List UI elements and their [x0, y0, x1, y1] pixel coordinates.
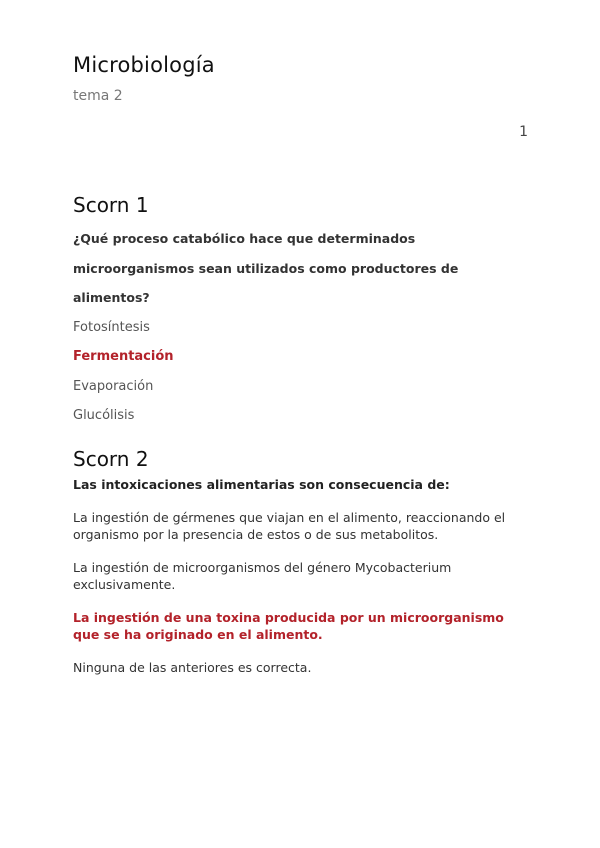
question-text: Las intoxicaciones alimentarias son consecuencia de: — [73, 477, 450, 492]
answer-option-correct: Fermentación — [73, 349, 174, 364]
question-section-1 — [73, 193, 533, 431]
answer-option: Ninguna de las anteriores es correcta. — [73, 660, 312, 675]
answer-option: La ingestión de microorganismos del género Mycobacterium exclusivamente. — [73, 560, 452, 592]
question-section-2 — [73, 447, 533, 676]
answer-options — [73, 313, 533, 431]
answer-option: La ingestión de gérmenes que viajan en el alimento, reaccionando el organismo por la presencia de estos o de sus metabolitos. — [73, 510, 506, 542]
answer-option: Fotosíntesis — [73, 319, 150, 335]
section-heading: Scorn 2 — [73, 447, 149, 471]
question-text: ¿Qué proceso catabólico hace que determinados microorganismos sean utilizados como productores de alimentos? — [73, 231, 459, 305]
document-subtitle: tema 2 — [73, 88, 123, 104]
section-heading: Scorn 1 — [73, 193, 149, 217]
answer-option: Evaporación — [73, 378, 154, 394]
answer-option-correct: La ingestión de una toxina producida por un microorganismo que se ha originado en el alimento. — [73, 610, 504, 642]
page-number: 1 — [519, 124, 528, 140]
answer-options — [73, 509, 533, 676]
answer-option: Glucólisis — [73, 408, 135, 423]
document-title: Microbiología — [73, 53, 215, 77]
